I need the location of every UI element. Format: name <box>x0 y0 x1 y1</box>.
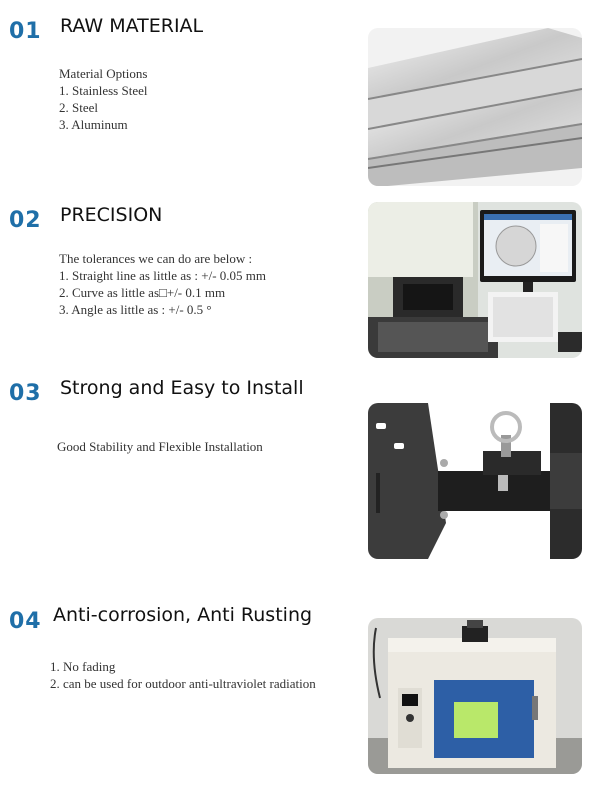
measuring-projector-image <box>368 202 582 358</box>
section-precision <box>0 190 600 370</box>
section-body <box>59 65 147 133</box>
body-line: Material Options <box>59 66 148 81</box>
section-anti-corrosion <box>0 580 600 800</box>
section-strong-install <box>0 370 600 580</box>
section-body <box>50 658 316 692</box>
section-number: 01 <box>9 19 42 44</box>
mounting-bracket-image <box>368 403 582 559</box>
section-body <box>57 438 263 455</box>
body-line: 1. No fading <box>50 659 116 674</box>
section-number: 02 <box>9 208 42 233</box>
section-number: 04 <box>9 609 42 634</box>
uv-test-chamber-image <box>368 618 582 774</box>
stacked-metal-sheets-image <box>368 28 582 186</box>
section-title: PRECISION <box>60 204 163 226</box>
body-line: 2. Curve as little as□+/- 0.1 mm <box>59 285 226 300</box>
body-line: 1. Stainless Steel <box>59 83 148 98</box>
section-title: RAW MATERIAL <box>60 15 204 37</box>
body-line: 3. Angle as little as : +/- 0.5 ° <box>59 302 212 317</box>
body-line: 3. Aluminum <box>59 117 128 132</box>
section-title: Anti-corrosion, Anti Rusting <box>53 604 313 626</box>
body-line: The tolerances we can do are below : <box>59 251 253 266</box>
body-line: 2. can be used for outdoor anti-ultraviolet radiation <box>50 676 316 691</box>
section-title: Strong and Easy to Install <box>60 377 304 399</box>
body-line: Good Stability and Flexible Installation <box>57 439 263 454</box>
section-body <box>59 250 266 318</box>
body-line: 2. Steel <box>59 100 98 115</box>
section-number: 03 <box>9 381 42 406</box>
body-line: 1. Straight line as little as : +/- 0.05 mm <box>59 268 267 283</box>
section-raw-material <box>0 0 600 190</box>
